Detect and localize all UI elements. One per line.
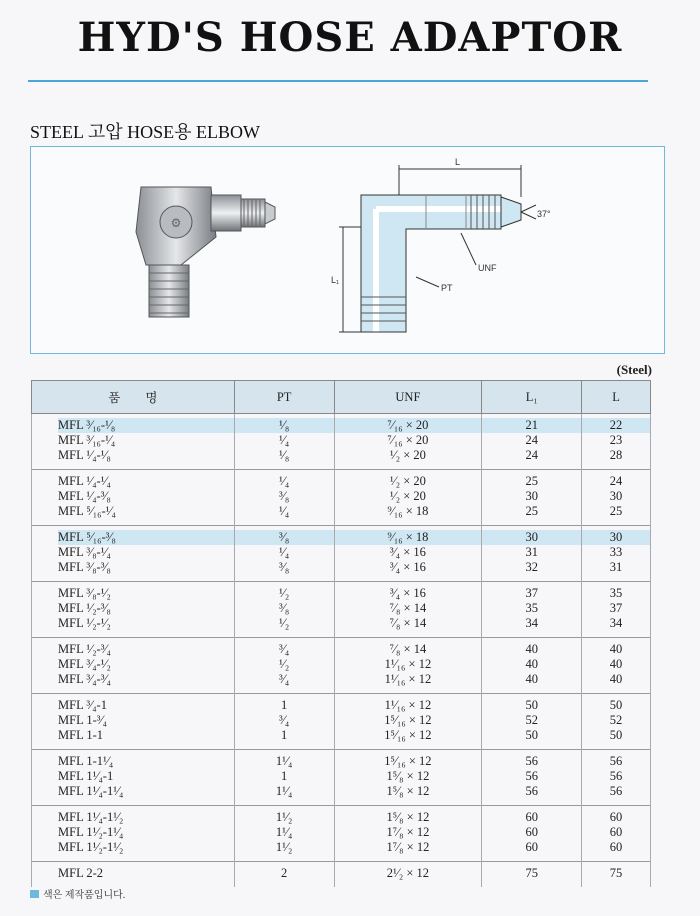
table-row-name: MFL ¹⁄₄-³⁄₈ (58, 489, 111, 503)
table-row-unf: ⁷⁄₁₆ × 20 (387, 433, 429, 447)
table-row-name: MFL ³⁄₈-¹⁄₂ (58, 586, 111, 600)
header-l1: L₁ (482, 381, 582, 414)
svg-text:⚙: ⚙ (170, 216, 182, 230)
table-row-unf: ⁷⁄₈ × 14 (389, 601, 427, 615)
table-row-l: 50 (609, 698, 623, 712)
table-row-pt: ³⁄₈ (235, 530, 334, 545)
table-row-pt: ¹⁄₂ (279, 657, 290, 671)
table-row-name: MFL ¹⁄₄-¹⁄₄ (58, 474, 111, 488)
table-row-name: MFL 1-1 (58, 728, 104, 742)
table-row-l: 23 (609, 433, 623, 447)
table-cell-name (32, 806, 235, 862)
table-row-l1: 24 (525, 448, 538, 462)
table-row-l: 22 (582, 418, 650, 433)
table-row-l1: 34 (525, 616, 538, 630)
table-row-pt: 2 (280, 866, 288, 880)
table-row-l1: 52 (525, 713, 538, 727)
table-cell-l1 (482, 694, 582, 750)
table-row-pt: ³⁄₄ (279, 642, 290, 656)
table-row-unf: ¹⁄₂ × 20 (389, 474, 426, 488)
table-row-l: 56 (609, 769, 623, 783)
table-row-pt: ¹⁄₄ (279, 504, 290, 518)
table-row-l1: 21 (482, 418, 581, 433)
table-row-pt: ³⁄₈ (279, 489, 290, 503)
dim-l-label: L (455, 157, 461, 167)
table-cell-l (582, 862, 651, 888)
table-row-name: MFL ¹⁄₂-³⁄₈ (58, 601, 111, 615)
table-row-l1: 56 (525, 754, 538, 768)
table-row-pt: ¹⁄₄ (279, 474, 290, 488)
table-row-pt: 1 (280, 698, 288, 712)
table-row-name: MFL ³⁄₈-³⁄₈ (58, 560, 111, 574)
table-row-l: 31 (609, 560, 623, 574)
table-row-l1: 35 (525, 601, 538, 615)
table-cell-l (582, 694, 651, 750)
table-cell-pt (234, 638, 334, 694)
table-row-l: 28 (609, 448, 623, 462)
header-unf: UNF (334, 381, 482, 414)
table-row-pt: ³⁄₈ (279, 601, 290, 615)
table-row-l1: 32 (525, 560, 538, 574)
table-row-unf: ¹⁄₂ × 20 (389, 489, 426, 503)
table-row-pt: 1¹⁄₂ (275, 810, 293, 824)
table-row-l: 56 (609, 754, 623, 768)
table-row-unf: 1¹⁄₁₆ × 12 (384, 698, 432, 712)
table-row-l: 30 (609, 489, 623, 503)
table-cell-name (32, 638, 235, 694)
table-row-name: MFL ³⁄₁₆-¹⁄₈ (58, 418, 234, 433)
table-row-l: 34 (609, 616, 623, 630)
table-row-pt: ¹⁄₄ (279, 545, 290, 559)
table-cell-unf (334, 806, 482, 862)
table-row-l: 60 (609, 840, 623, 854)
table-row-group (32, 806, 651, 862)
footnote (30, 886, 125, 901)
table-row-pt: 1 (280, 728, 288, 742)
header-l: L (582, 381, 651, 414)
table-row-name: MFL 2-2 (58, 866, 104, 880)
table-row-unf: ⁷⁄₈ × 14 (389, 642, 427, 656)
table-row-name: MFL ³⁄₁₆-¹⁄₄ (58, 433, 116, 447)
elbow-diagram-icon (339, 165, 536, 332)
table-row-unf: 1⁵⁄₈ × 12 (386, 769, 430, 783)
title-divider (28, 80, 648, 82)
header-pt: PT (234, 381, 334, 414)
table-row-l1: 60 (525, 840, 538, 854)
spec-table (31, 380, 651, 887)
pt-label: PT (441, 283, 453, 293)
table-row-unf: ³⁄₄ × 16 (389, 560, 426, 574)
table-cell-l1 (482, 414, 582, 470)
table-row-l: 40 (609, 657, 623, 671)
table-row-pt: ¹⁄₈ (279, 448, 290, 462)
table-cell-pt (234, 582, 334, 638)
table-cell-l (582, 806, 651, 862)
table-header-row (32, 381, 651, 414)
table-row-l: 60 (609, 825, 623, 839)
table-cell-l1 (482, 638, 582, 694)
table-row-name: MFL 1¹⁄₂-1¹⁄₂ (58, 840, 124, 854)
table-row-l: 52 (609, 713, 623, 727)
table-row-l1: 37 (525, 586, 538, 600)
table-row-group (32, 470, 651, 526)
table-row-l1: 40 (525, 672, 538, 686)
table-row-name: MFL ⁵⁄₁₆-¹⁄₄ (58, 504, 116, 518)
table-cell-name (32, 862, 235, 888)
table-row-pt: ¹⁄₄ (279, 433, 290, 447)
table-row-l1: 25 (525, 504, 538, 518)
table-cell-unf (334, 862, 482, 888)
angle-label: 37° (537, 209, 551, 219)
table-cell-l1 (482, 470, 582, 526)
table-row-l1: 30 (482, 530, 581, 545)
table-row-group (32, 582, 651, 638)
table-row-pt: ¹⁄₂ (279, 586, 290, 600)
dim-l1-label: L₁ (331, 275, 340, 285)
table-cell-name (32, 470, 235, 526)
table-row-unf: 1¹⁄₁₆ × 12 (384, 672, 432, 686)
table-cell-pt (234, 862, 334, 888)
table-row-l1: 40 (525, 642, 538, 656)
unf-label: UNF (478, 263, 497, 273)
page-title: HYD'S HOSE ADAPTOR (77, 14, 623, 61)
table-row-unf: 1⁵⁄₈ × 12 (386, 784, 430, 798)
table-cell-l (582, 582, 651, 638)
table-row-name: MFL ³⁄₈-¹⁄₄ (58, 545, 111, 559)
table-row-unf: ³⁄₄ × 16 (389, 545, 426, 559)
table-row-name: MFL ³⁄₄-1 (58, 698, 107, 712)
table-row-unf: 1⁵⁄₁₆ × 12 (384, 713, 432, 727)
table-row-name: MFL ⁵⁄₁₆-³⁄₈ (58, 530, 234, 545)
table-row-group (32, 862, 651, 888)
table-cell-unf (334, 582, 482, 638)
table-row-l: 40 (609, 642, 623, 656)
table-row-group (32, 750, 651, 806)
table-cell-l1 (482, 806, 582, 862)
table-cell-l1 (482, 526, 582, 582)
table-row-l1: 50 (525, 728, 538, 742)
table-row-pt: ¹⁄₂ (279, 616, 290, 630)
table-cell-l (582, 414, 651, 470)
table-row-name: MFL ¹⁄₂-³⁄₄ (58, 642, 111, 656)
table-row-unf: ⁷⁄₁₆ × 20 (335, 418, 482, 433)
table-cell-unf (334, 526, 482, 582)
table-row-group (32, 638, 651, 694)
table-cell-name (32, 414, 235, 470)
table-cell-unf (334, 470, 482, 526)
elbow-photo-icon (136, 187, 275, 317)
table-row-l1: 50 (525, 698, 538, 712)
table-row-group (32, 694, 651, 750)
table-row-unf: 1⁵⁄₁₆ × 12 (384, 754, 432, 768)
table-row-l1: 30 (525, 489, 538, 503)
table-row-pt: ³⁄₄ (279, 713, 290, 727)
table-row-unf: 2¹⁄₂ × 12 (386, 866, 430, 880)
section-title: STEEL 고압 HOSE용 ELBOW (30, 122, 260, 142)
table-row-unf: ⁷⁄₈ × 14 (389, 616, 427, 630)
table-row-name: MFL 1¹⁄₂-1¹⁄₄ (58, 825, 124, 839)
table-cell-pt (234, 806, 334, 862)
highlight-swatch-icon (30, 890, 39, 898)
table-row-name: MFL 1¹⁄₄-1 (58, 769, 114, 783)
table-row-name: MFL 1-1¹⁄₄ (58, 754, 114, 768)
table-row-group (32, 526, 651, 582)
table-row-l1: 56 (525, 784, 538, 798)
table-cell-pt (234, 414, 334, 470)
table-row-l: 33 (609, 545, 623, 559)
table-row-l: 37 (609, 601, 623, 615)
table-row-unf: 1¹⁄₁₆ × 12 (384, 657, 432, 671)
table-cell-pt (234, 526, 334, 582)
table-row-l1: 75 (525, 866, 538, 880)
table-cell-unf (334, 750, 482, 806)
table-row-name: MFL 1¹⁄₄-1¹⁄₄ (58, 784, 124, 798)
table-row-pt: ¹⁄₈ (235, 418, 334, 433)
header-name: 품 명 (32, 381, 235, 414)
table-row-l1: 25 (525, 474, 538, 488)
table-row-name: MFL ¹⁄₂-¹⁄₂ (58, 616, 111, 630)
table-row-l: 40 (609, 672, 623, 686)
table-row-l1: 60 (525, 825, 538, 839)
table-cell-unf (334, 694, 482, 750)
table-row-l: 35 (609, 586, 623, 600)
table-row-pt: 1¹⁄₄ (275, 754, 293, 768)
table-row-name: MFL 1¹⁄₄-1¹⁄₂ (58, 810, 124, 824)
table-row-group (32, 414, 651, 470)
table-row-pt: ³⁄₄ (279, 672, 290, 686)
table-cell-pt (234, 694, 334, 750)
table-cell-l (582, 638, 651, 694)
table-row-pt: 1¹⁄₄ (275, 825, 293, 839)
table-cell-l1 (482, 582, 582, 638)
table-row-l: 25 (609, 504, 623, 518)
table-row-pt: 1¹⁄₂ (275, 840, 293, 854)
table-cell-l1 (482, 862, 582, 888)
table-row-l1: 24 (525, 433, 538, 447)
table-cell-name (32, 582, 235, 638)
table-row-unf: ⁹⁄₁₆ × 18 (335, 530, 482, 545)
table-row-unf: 1⁵⁄₁₆ × 12 (384, 728, 432, 742)
table-cell-l (582, 750, 651, 806)
table-row-l: 30 (582, 530, 650, 545)
table-cell-pt (234, 750, 334, 806)
table-row-unf: ³⁄₄ × 16 (389, 586, 426, 600)
table-row-l: 75 (609, 866, 623, 880)
table-row-unf: ¹⁄₂ × 20 (389, 448, 426, 462)
table-row-l1: 60 (525, 810, 538, 824)
table-row-l1: 56 (525, 769, 538, 783)
table-cell-l (582, 470, 651, 526)
table-row-name: MFL ³⁄₄-³⁄₄ (58, 672, 111, 686)
table-row-unf: 1⁷⁄₈ × 12 (386, 840, 430, 854)
table-cell-pt (234, 470, 334, 526)
product-figure (30, 146, 665, 354)
table-row-l1: 31 (525, 545, 538, 559)
table-row-name: MFL ³⁄₄-¹⁄₂ (58, 657, 111, 671)
table-cell-name (32, 750, 235, 806)
table-cell-name (32, 694, 235, 750)
table-row-pt: ³⁄₈ (279, 560, 290, 574)
table-row-l: 50 (609, 728, 623, 742)
unit-label: (Steel) (616, 362, 652, 377)
table-row-name: MFL 1-³⁄₄ (58, 713, 107, 727)
footnote-text: 색은 제작품입니다. (43, 890, 126, 901)
table-cell-unf (334, 414, 482, 470)
table-row-name: MFL ¹⁄₄-¹⁄₈ (58, 448, 111, 462)
table-row-pt: 1¹⁄₄ (275, 784, 293, 798)
table-cell-l (582, 526, 651, 582)
table-cell-unf (334, 638, 482, 694)
table-row-l: 24 (609, 474, 623, 488)
table-row-unf: 1⁷⁄₈ × 12 (386, 825, 430, 839)
table-cell-l1 (482, 750, 582, 806)
table-row-unf: 1⁵⁄₈ × 12 (386, 810, 430, 824)
table-row-l: 60 (609, 810, 623, 824)
table-row-l1: 40 (525, 657, 538, 671)
table-row-unf: ⁹⁄₁₆ × 18 (387, 504, 429, 518)
table-row-pt: 1 (280, 769, 288, 783)
table-cell-name (32, 526, 235, 582)
table-row-l: 56 (609, 784, 623, 798)
